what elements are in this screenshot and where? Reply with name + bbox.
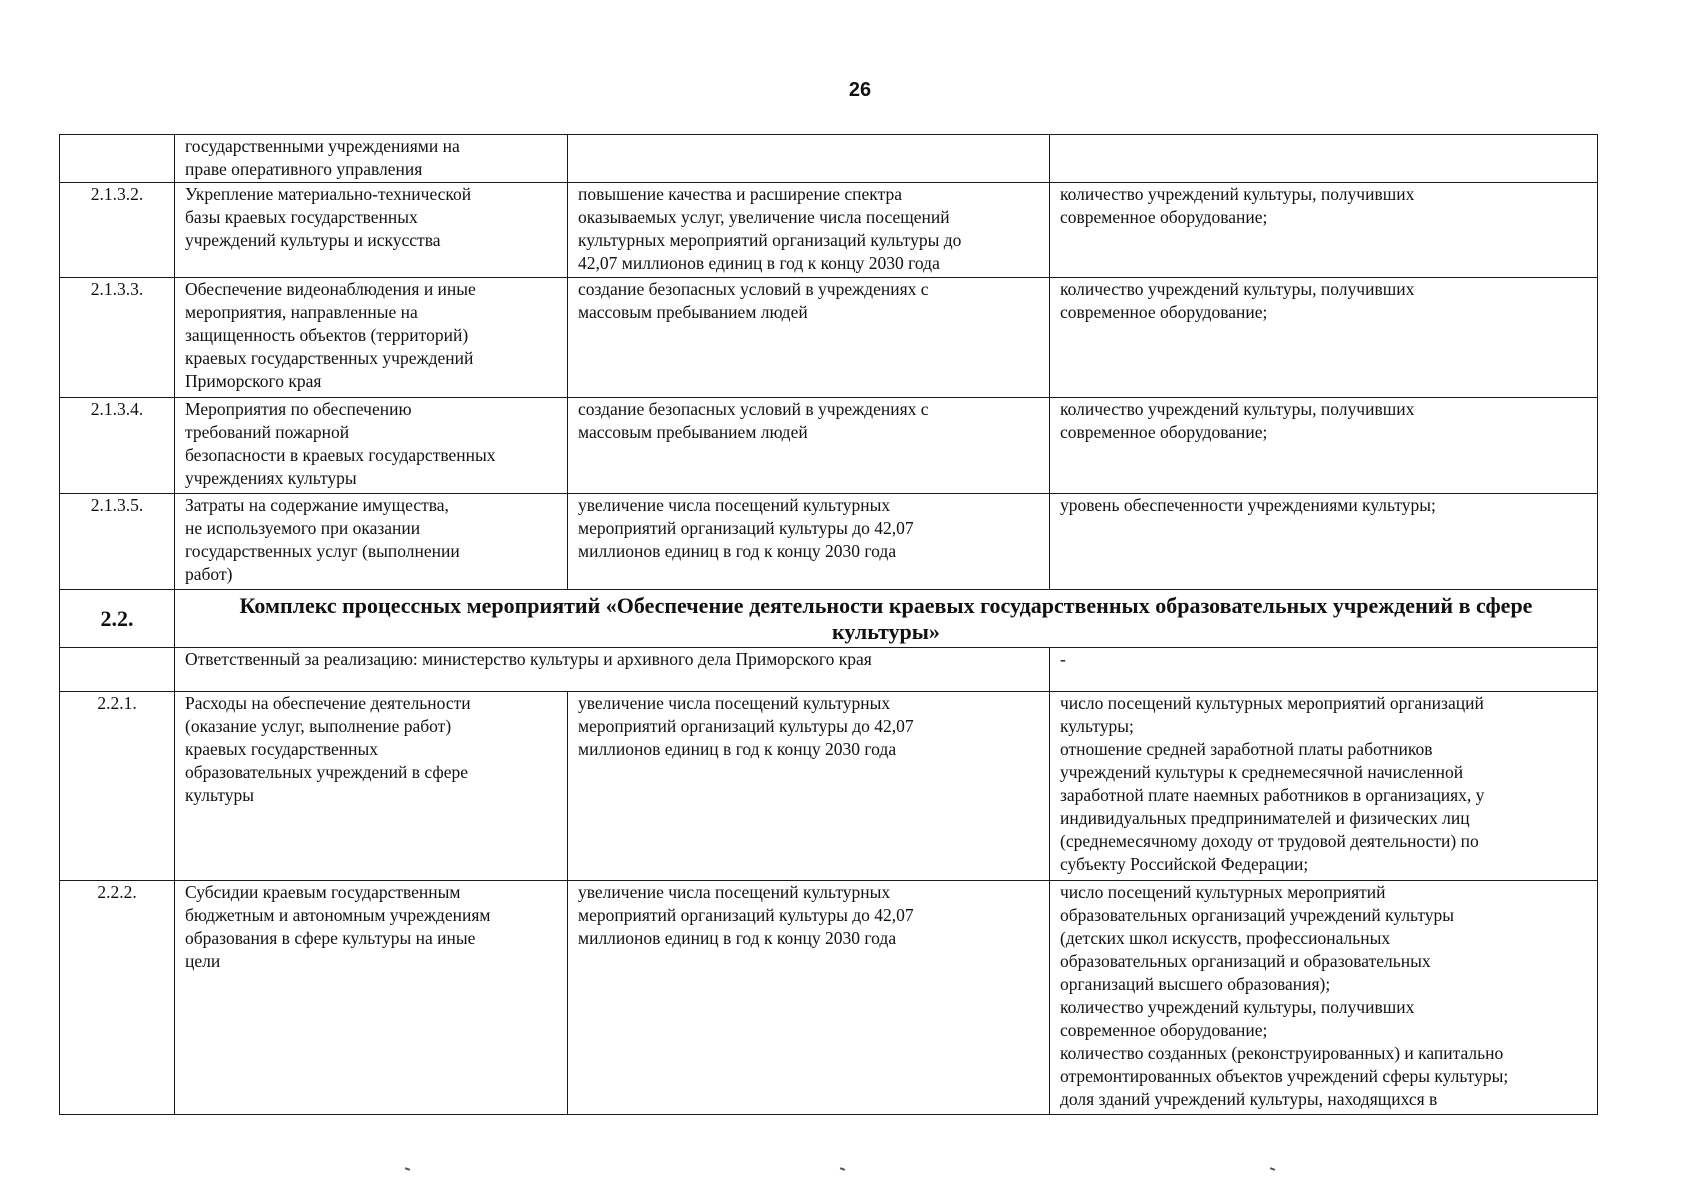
table-row	[60, 398, 1598, 494]
row-number	[60, 648, 175, 692]
table-row	[60, 881, 1598, 1115]
row-number: 2.1.3.3.	[60, 278, 175, 398]
indicator-link	[1050, 135, 1598, 183]
expected-result: увеличение числа посещений культурных мероприятий организаций культуры до 42,07 миллионов единиц в год к концу 2030 года	[568, 494, 1050, 590]
indicator-link: число посещений культурных мероприятий образовательных организаций учреждений культуры (детских школ искусств, профессиональных образовательных организаций и образовательных организаций высшего образования); количество учреждений культуры, получивших современное оборудование; количество созданных (реконструированных) и капитально отремонтированных объектов учреждений сферы культуры; доля зданий учреждений культуры, находящихся в	[1050, 881, 1598, 1115]
expected-result: создание безопасных условий в учреждениях с массовым пребыванием людей	[568, 278, 1050, 398]
row-number: 2.2.1.	[60, 692, 175, 881]
expected-result: создание безопасных условий в учреждениях с массовым пребыванием людей	[568, 398, 1050, 494]
table-row	[60, 183, 1598, 278]
page-number: 26	[848, 79, 872, 101]
indicator-link: количество учреждений культуры, получивших современное оборудование;	[1050, 398, 1598, 494]
scan-speck	[405, 1167, 410, 1171]
indicator-link: уровень обеспеченности учреждениями культуры;	[1050, 494, 1598, 590]
row-number: 2.1.3.4.	[60, 398, 175, 494]
responsible-text: Ответственный за реализацию: министерство культуры и архивного дела Приморского края	[175, 648, 1050, 692]
table-row	[60, 278, 1598, 398]
section-header-row	[60, 590, 1598, 648]
measure-name: Расходы на обеспечение деятельности (оказание услуг, выполнение работ) краевых государственных образовательных учреждений в сфере культуры	[175, 692, 568, 881]
row-number	[60, 135, 175, 183]
expected-result: увеличение числа посещений культурных мероприятий организаций культуры до 42,07 миллионов единиц в год к концу 2030 года	[568, 881, 1050, 1115]
table-row	[60, 692, 1598, 881]
measure-name: Затраты на содержание имущества, не используемого при оказании государственных услуг (выполнении работ)	[175, 494, 568, 590]
measures-table	[59, 134, 1598, 1115]
indicator-link: -	[1050, 648, 1598, 692]
table-row	[60, 135, 1598, 183]
indicator-link: количество учреждений культуры, получивших современное оборудование;	[1050, 183, 1598, 278]
table-row	[60, 494, 1598, 590]
measure-name: Укрепление материально-технической базы краевых государственных учреждений культуры и искусства	[175, 183, 568, 278]
row-number: 2.1.3.2.	[60, 183, 175, 278]
section-number: 2.2.	[60, 590, 175, 648]
measure-name: Субсидии краевым государственным бюджетным и автономным учреждениям образования в сфере культуры на иные цели	[175, 881, 568, 1115]
scan-speck	[1270, 1167, 1275, 1171]
section-title: Комплекс процессных мероприятий «Обеспечение деятельности краевых государственных образовательных учреждений в сфере культуры»	[175, 590, 1598, 648]
expected-result	[568, 135, 1050, 183]
scan-speck	[840, 1167, 845, 1171]
indicator-link: количество учреждений культуры, получивших современное оборудование;	[1050, 278, 1598, 398]
measure-name: Мероприятия по обеспечению требований пожарной безопасности в краевых государственных учреждениях культуры	[175, 398, 568, 494]
scan-marks	[0, 1168, 1695, 1176]
expected-result: увеличение числа посещений культурных мероприятий организаций культуры до 42,07 миллионов единиц в год к концу 2030 года	[568, 692, 1050, 881]
indicator-link: число посещений культурных мероприятий организаций культуры; отношение средней заработной платы работников учреждений культуры к среднемесячной начисленной заработной плате наемных работников в организациях, у индивидуальных предпринимателей и физических лиц (среднемесячному доходу от трудовой деятельности) по субъекту Российской Федерации;	[1050, 692, 1598, 881]
expected-result: повышение качества и расширение спектра оказываемых услуг, увеличение числа посещений культурных мероприятий организаций культуры до 42,07 миллионов единиц в год к концу 2030 года	[568, 183, 1050, 278]
row-number: 2.1.3.5.	[60, 494, 175, 590]
responsible-row	[60, 648, 1598, 692]
measure-name: Обеспечение видеонаблюдения и иные мероприятия, направленные на защищенность объектов (территорий) краевых государственных учреждений Приморского края	[175, 278, 568, 398]
measure-name: государственными учреждениями на праве оперативного управления	[175, 135, 568, 183]
row-number: 2.2.2.	[60, 881, 175, 1115]
